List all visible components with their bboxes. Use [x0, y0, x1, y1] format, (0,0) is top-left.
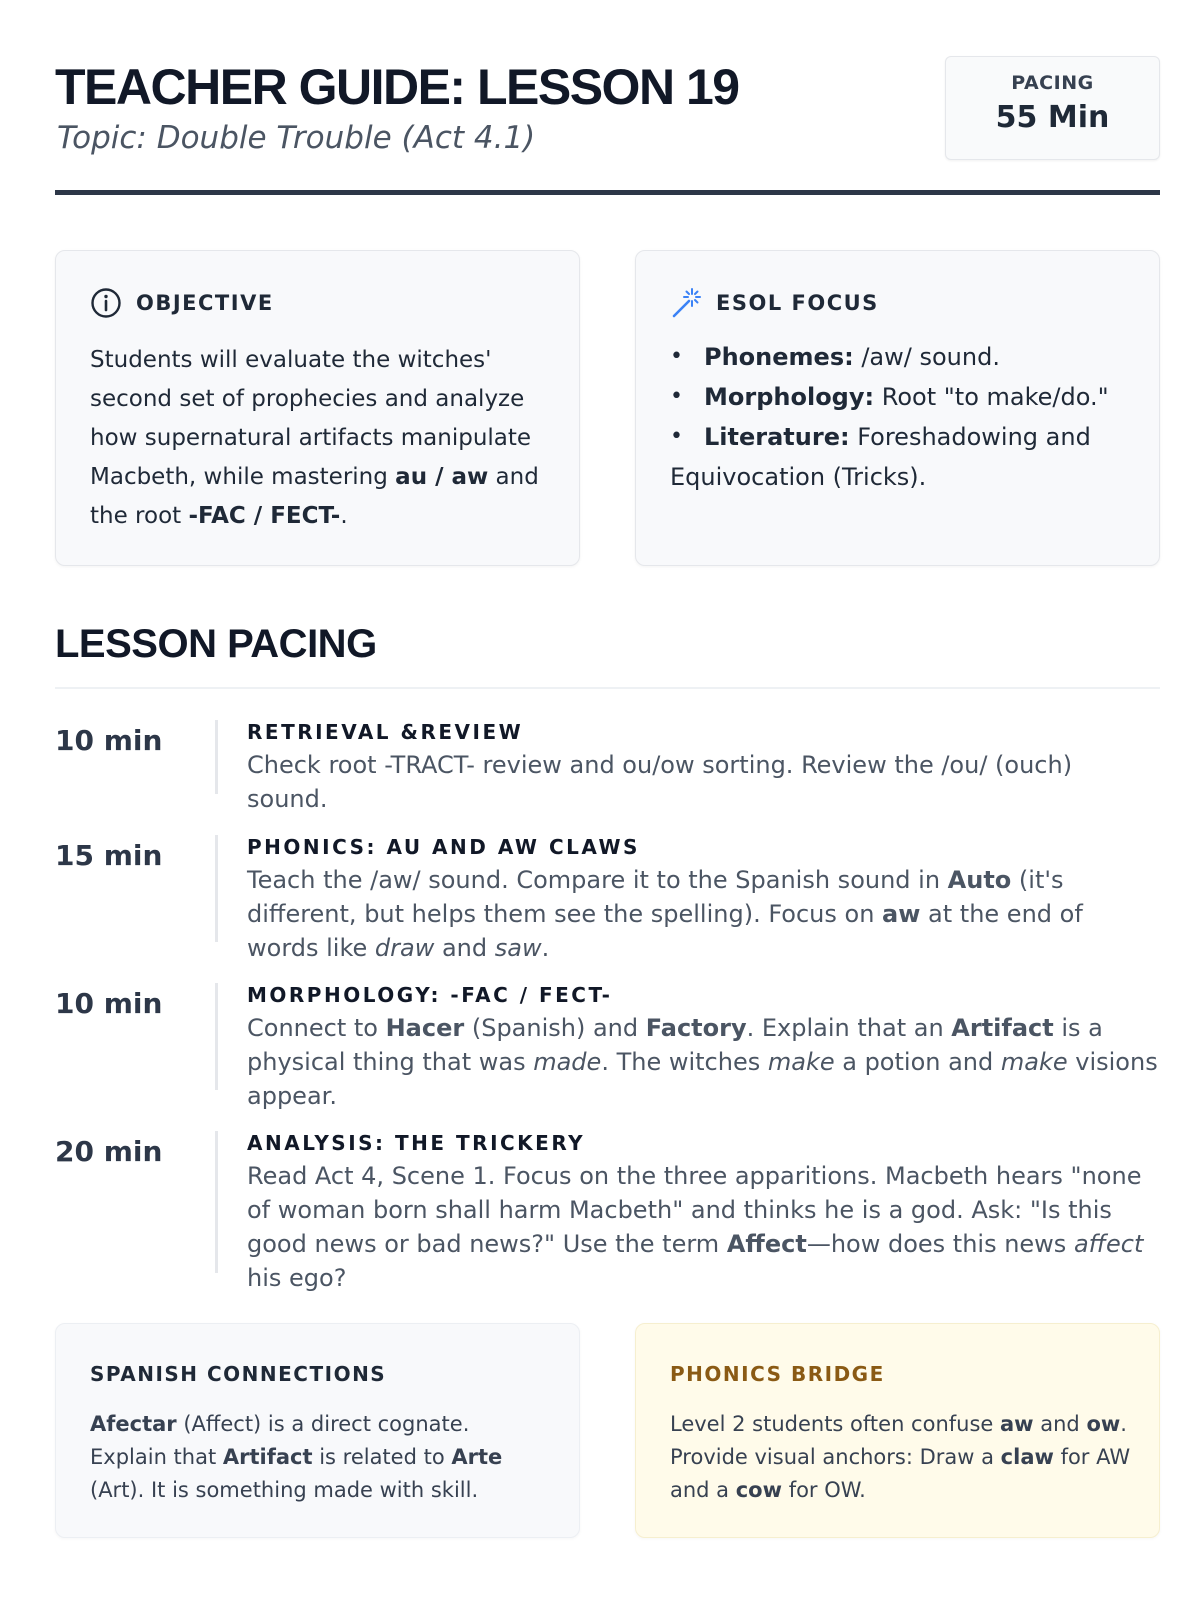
divider: [215, 983, 218, 1090]
divider: [215, 720, 218, 794]
pacing-step-title: PHONICS: AU AND AW CLAWS: [247, 835, 640, 859]
info-circle-icon: [90, 287, 122, 319]
pacing-summary-box: [945, 56, 1160, 160]
header: [55, 50, 1160, 195]
list-item: • Literature: Foreshadowing and Equivocation (Tricks).: [670, 417, 1129, 497]
phonics-bridge-card: [635, 1323, 1160, 1538]
pacing-row: [55, 835, 1160, 962]
pacing-time: 20 min: [55, 1135, 163, 1168]
pacing-value: 55 Min: [995, 100, 1110, 135]
esol-header: [670, 287, 879, 319]
spanish-connections-text: Afectar (Affect) is a direct cognate. Explain that Artifact is related to Arte (Art). It is something made with skill.: [90, 1412, 503, 1502]
divider: [55, 687, 1160, 689]
pacing-step-text: Read Act 4, Scene 1. Focus on the three apparitions. Macbeth hears "none of woman born shall harm Macbeth" and thinks he is a god. Ask: "Is this good news or bad news?" Use the term Affect—how does this news affect his ego?: [247, 1162, 1144, 1292]
pacing-step-title: RETRIEVAL &REVIEW: [247, 720, 524, 744]
page-title: TEACHER GUIDE: LESSON 19: [55, 59, 739, 115]
pacing-step-text: Connect to Hacer (Spanish) and Factory. Explain that an Artifact is a physical thing that was made. The witches make a potion and make visions appear.: [247, 1014, 1158, 1110]
page-subtitle: Topic: Double Trouble (Act 4.1): [57, 120, 536, 156]
divider: [215, 835, 218, 942]
list-item: • Morphology: Root "to make/do.": [670, 377, 1129, 417]
objective-header: [90, 287, 274, 319]
pacing-time: 15 min: [55, 839, 163, 872]
objective-text: Students will evaluate the witches' second set of prophecies and analyze how supernatural artifacts manipulate Macbeth, while mastering au / aw and the root -FAC / FECT-.: [90, 347, 539, 529]
pacing-label: PACING: [1011, 72, 1094, 94]
objective-card: [55, 250, 580, 566]
divider: [215, 1131, 218, 1273]
pacing-step-title: MORPHOLOGY: -FAC / FECT-: [247, 983, 613, 1007]
pacing-row: [55, 720, 1160, 813]
esol-title: ESOL FOCUS: [716, 291, 879, 315]
spanish-connections-card: [55, 1323, 580, 1538]
magic-wand-icon: [670, 287, 702, 319]
objective-title: OBJECTIVE: [136, 291, 274, 315]
list-item: • Phonemes: /aw/ sound.: [670, 337, 1129, 377]
pacing-step-text: Check root -TRACT- review and ou/ow sorting. Review the /ou/ (ouch) sound.: [247, 751, 1073, 813]
phonics-bridge-title: PHONICS BRIDGE: [670, 1362, 885, 1386]
pacing-row: [55, 1131, 1160, 1292]
pacing-step-text: Teach the /aw/ sound. Compare it to the Spanish sound in Auto (it's different, but helps them see the spelling). Focus on aw at the end of words like draw and saw.: [247, 866, 1083, 962]
section-title: LESSON PACING: [55, 622, 377, 666]
esol-focus-card: [635, 250, 1160, 566]
pacing-step-title: ANALYSIS: THE TRICKERY: [247, 1131, 586, 1155]
pacing-row: [55, 983, 1160, 1110]
esol-list: [670, 337, 1129, 497]
phonics-bridge-text: Level 2 students often confuse aw and ow. Provide visual anchors: Draw a claw for AW and a cow for OW.: [670, 1412, 1131, 1502]
spanish-connections-title: SPANISH CONNECTIONS: [90, 1362, 387, 1386]
pacing-time: 10 min: [55, 987, 163, 1020]
pacing-time: 10 min: [55, 724, 163, 757]
